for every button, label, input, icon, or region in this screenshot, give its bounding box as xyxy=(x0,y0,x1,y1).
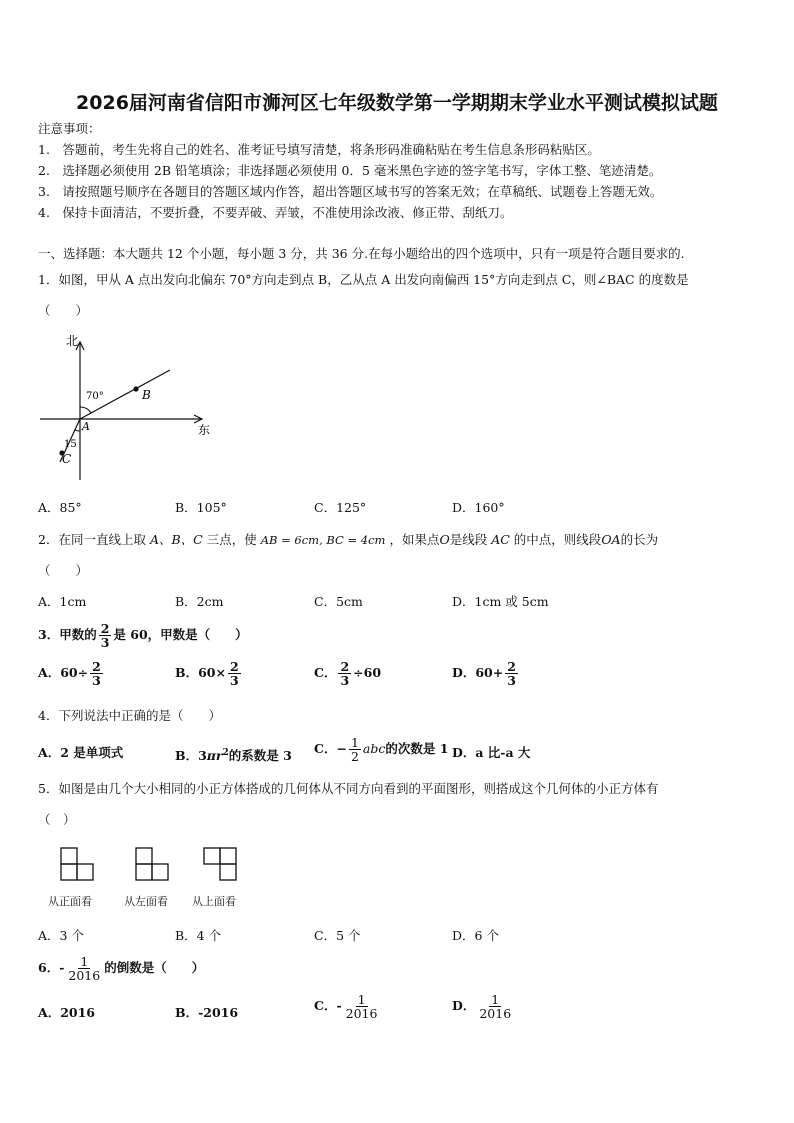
top-view-figure xyxy=(203,847,237,881)
north-label: 北 xyxy=(66,334,79,348)
q6-option-c: C．- $\frac{1}{2016}$ xyxy=(314,992,378,1021)
left-view-figure xyxy=(135,847,169,881)
q5-option-a: A．3 个 xyxy=(38,928,84,943)
q5-option-d: D．6 个 xyxy=(452,928,499,943)
q1-figure xyxy=(30,330,220,485)
notice-item: 1. 答题前，考生先将自己的姓名、准考证号填写清楚，将条形码准确粘贴在考生信息条形码粘贴区。 xyxy=(38,142,600,157)
q6-option-b: B．-2016 xyxy=(175,1005,239,1020)
point-a-label: A xyxy=(82,420,90,433)
q5-stem: 5．如图是由几个大小相同的小正方体搭成的几何体从不同方向看到的平面图形，则搭成这个几何体的小正方体有 xyxy=(38,781,659,796)
q4-stem: 4．下列说法中正确的是（ ） xyxy=(38,708,221,723)
point-c-label: C xyxy=(62,452,72,466)
q5-option-b: B．4 个 xyxy=(175,928,222,943)
q6-option-d: D． $\frac{1}{2016}$ xyxy=(452,992,512,1021)
section-heading: 一、选择题：本大题共 12 个小题，每小题 3 分，共 36 分.在每小题给出的四个选项中，只有一项是符合题目要求的. xyxy=(38,246,685,261)
q2-option-b: B．2cm xyxy=(175,594,224,609)
q1-paren: （ ） xyxy=(38,303,89,318)
q3-option-b: B．60× $\frac{2}{3}$ xyxy=(175,659,239,688)
q5-paren: （ ） xyxy=(38,812,76,827)
q6-stem: 6．- $\frac{1}{2016}$ 的倒数是（ ） xyxy=(38,954,205,983)
q3-option-c: C． $\frac{2}{3}$ ÷60 xyxy=(314,659,382,688)
q2-option-a: A．1cm xyxy=(38,594,87,609)
front-view-figure xyxy=(60,847,94,881)
q6-option-a: A．2016 xyxy=(38,1005,95,1020)
view-label-front: 从正面看 xyxy=(48,895,92,908)
q4-option-c: C．− $\frac{1}{2}$ abc的次数是 1 xyxy=(314,735,449,764)
q1-option-b: B．105° xyxy=(175,500,227,515)
q4-option-a: A．2 是单项式 xyxy=(38,745,124,760)
q3-option-a: A．60÷ $\frac{2}{3}$ xyxy=(38,659,101,688)
q2-paren: （ ） xyxy=(38,563,89,578)
page-title: 2026届河南省信阳市浉河区七年级数学第一学期期末学业水平测试模拟试题 xyxy=(76,92,718,114)
q3-option-d: D．60+ $\frac{2}{3}$ xyxy=(452,659,516,688)
notice-item: 3. 请按照题号顺序在各题目的答题区域内作答，超出答题区域书写的答案无效；在草稿纸、试题卷上答题无效。 xyxy=(38,184,663,199)
angle-15-label: 15 xyxy=(64,439,77,450)
q3-stem: 3．甲数的 $\frac{2}{3}$ 是 60，甲数是（ ） xyxy=(38,621,248,650)
fraction: $\frac{2}{3}$ xyxy=(100,621,110,650)
q2-option-d: D．1cm 或 5cm xyxy=(452,594,549,609)
q4-option-d: D．a 比-a 大 xyxy=(452,745,531,760)
view-label-left: 从左面看 xyxy=(124,895,168,908)
east-label: 东 xyxy=(198,423,211,437)
angle-70-label: 70° xyxy=(86,391,104,402)
notice-item: 2. 选择题必须使用 2B 铅笔填涂；非选择题必须使用 0．5 毫米黑色字迹的签字笔书写，字体工整、笔迹清楚。 xyxy=(38,163,662,178)
view-label-top: 从上面看 xyxy=(192,895,236,908)
point-b-label: B xyxy=(142,388,151,402)
q2-stem: 2．在同一直线上取 A、B、C 三点，使 AB = 6cm, BC = 4cm ，如果点O是线段 AC 的中点，则线段OA的长为 xyxy=(38,532,659,547)
q1-option-a: A．85° xyxy=(38,500,82,515)
q1-stem: 1．如图，甲从 A 点出发向北偏东 70°方向走到点 B，乙从点 A 出发向南偏西 15°方向走到点 C，则∠BAC 的度数是 xyxy=(38,272,689,287)
q1-option-d: D．160° xyxy=(452,500,505,515)
q1-option-c: C．125° xyxy=(314,500,367,515)
notice-heading: 注意事项： xyxy=(38,121,101,136)
q4-option-b: B．$3\pi r^2$的系数是 3 xyxy=(175,748,292,764)
q2-option-c: C．5cm xyxy=(314,594,363,609)
q5-option-c: C．5 个 xyxy=(314,928,361,943)
notice-item: 4. 保持卡面清洁，不要折叠，不要弄破、弄皱，不准使用涂改液、修正带、刮纸刀。 xyxy=(38,205,513,220)
